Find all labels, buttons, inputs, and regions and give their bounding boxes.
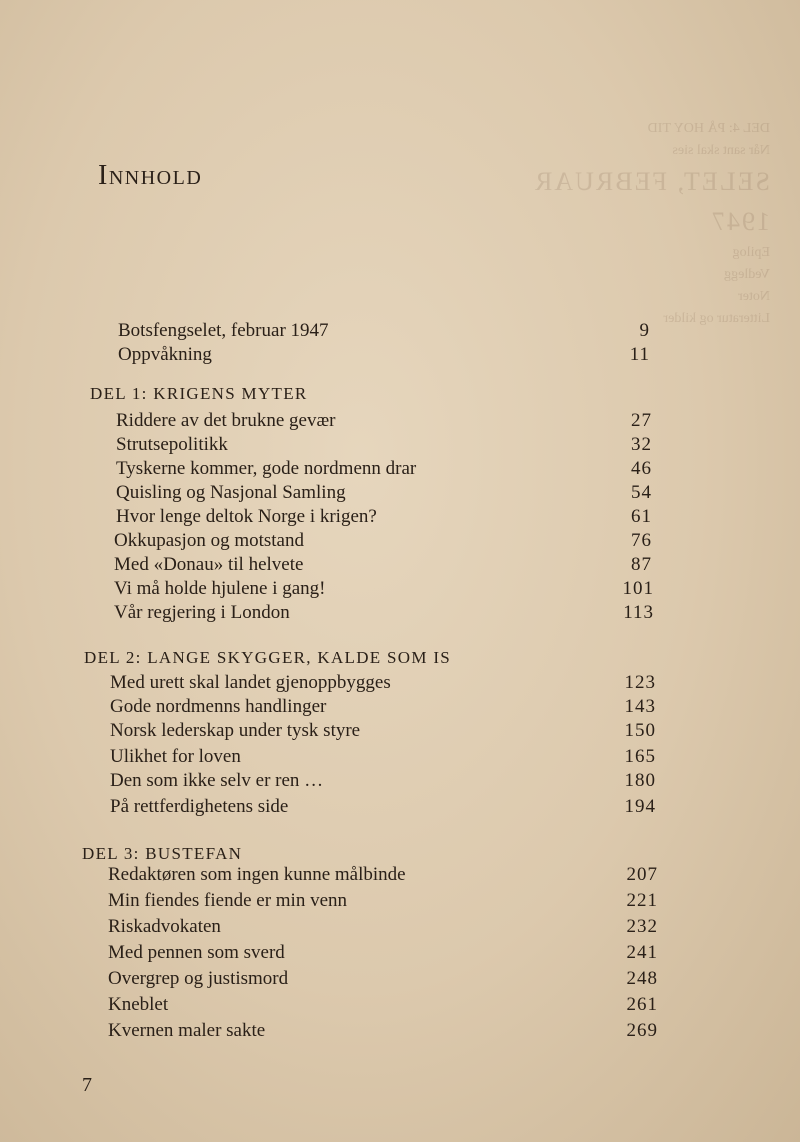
- page-title: Innhold: [98, 160, 203, 191]
- toc-entry: [116, 482, 652, 504]
- toc-entry-page: 261: [626, 994, 658, 1015]
- toc-entry-page: 123: [624, 672, 656, 693]
- toc-entry-label: Ulikhet for loven: [110, 746, 241, 767]
- toc-entry-page: 221: [626, 890, 658, 911]
- page-number: 7: [82, 1074, 92, 1096]
- toc-entry-label: Vi må holde hjulene i gang!: [114, 578, 326, 599]
- toc-entry-label: Overgrep og justismord: [108, 968, 289, 989]
- toc-entry-page: 207: [626, 864, 658, 885]
- toc-entry-label: Tyskerne kommer, gode nordmenn drar: [116, 458, 417, 479]
- toc-entry: [108, 994, 658, 1016]
- toc-entry-page: 76: [631, 530, 652, 551]
- toc-entry-label: Gode nordmenns handlinger: [110, 696, 327, 717]
- toc-entry: [108, 942, 658, 964]
- toc-entry-page: 194: [624, 796, 656, 817]
- toc-entry-label: Redaktøren som ingen kunne målbinde: [108, 864, 406, 885]
- toc-entry: [110, 770, 656, 792]
- toc-entry: [110, 696, 656, 718]
- toc-entry-label: Okkupasjon og motstand: [114, 530, 304, 551]
- toc-entry: [118, 344, 650, 366]
- toc-entry-page: 165: [624, 746, 656, 767]
- toc-entry: [108, 890, 658, 912]
- toc-entry: [116, 410, 652, 432]
- toc-entry: [114, 554, 652, 576]
- toc-entry-page: 101: [622, 578, 654, 599]
- toc-entry: [110, 720, 656, 742]
- toc-entry-page: 248: [626, 968, 658, 989]
- ghost-line: Når sant skal sies: [672, 143, 770, 158]
- ghost-line: Noter: [738, 289, 770, 304]
- toc-entry: [114, 602, 654, 624]
- toc-entry-label: Kvernen maler sakte: [108, 1020, 266, 1041]
- toc-entry-page: 54: [631, 482, 652, 503]
- ghost-line: DEL 4: PÅ HOY TID: [647, 121, 770, 136]
- toc-entry-label: Kneblet: [108, 994, 169, 1015]
- toc-entry-page: 87: [631, 554, 652, 575]
- toc-entry-label: Min fiendes fiende er min venn: [108, 890, 348, 911]
- toc-entry-label: Hvor lenge deltok Norge i krigen?: [116, 506, 377, 527]
- toc-entry: [116, 458, 652, 480]
- toc-entry: [116, 434, 652, 456]
- toc-entry: [114, 530, 652, 552]
- toc-entry-label: På rettferdighetens side: [110, 796, 289, 817]
- toc-entry-label: Med pennen som sverd: [108, 942, 285, 963]
- toc-entry-label: Riskadvokaten: [108, 916, 221, 937]
- part-heading: DEL 1: KRIGENS MYTER: [90, 384, 308, 403]
- toc-entry-label: Vår regjering i London: [114, 602, 290, 623]
- ghost-line: Epilog: [732, 245, 770, 260]
- part-heading: DEL 3: BUSTEFAN: [82, 844, 243, 863]
- toc-entry-label: Norsk lederskap under tysk styre: [110, 720, 361, 741]
- toc-entry: [118, 320, 650, 342]
- ghost-line: Vedlegg: [724, 267, 770, 282]
- toc-entry-page: 11: [629, 344, 650, 365]
- toc-entry: [108, 916, 658, 938]
- toc-entry-page: 46: [631, 458, 652, 479]
- toc-entry-label: Strutsepolitikk: [116, 434, 228, 455]
- toc-entry: [108, 864, 658, 886]
- ghost-line: SELET, FEBRUAR 1947: [533, 167, 770, 236]
- toc-entry: [108, 968, 658, 990]
- toc-entry: [110, 796, 656, 818]
- toc-entry-page: 269: [626, 1020, 658, 1041]
- toc-entry: [110, 672, 656, 694]
- bleed-through-text: [470, 118, 770, 326]
- toc-entry-label: Riddere av det brukne gevær: [116, 410, 336, 431]
- toc-entry-page: 232: [626, 916, 658, 937]
- toc-entry-label: Quisling og Nasjonal Samling: [116, 482, 346, 503]
- toc-entry-page: 180: [624, 770, 656, 791]
- toc-entry-page: 9: [639, 320, 650, 341]
- toc-entry-page: 32: [631, 434, 652, 455]
- toc-entry: [110, 746, 656, 768]
- toc-entry-page: 113: [623, 602, 654, 623]
- toc-entry: [116, 506, 652, 528]
- toc-entry-label: Med «Donau» til helvete: [114, 554, 304, 575]
- ghost-line: Litteratur og kilder: [663, 311, 770, 326]
- toc-entry-page: 241: [626, 942, 658, 963]
- toc-entry-page: 150: [624, 720, 656, 741]
- toc-entry-page: 143: [624, 696, 656, 717]
- toc-entry-page: 27: [631, 410, 652, 431]
- toc-entry: [114, 578, 654, 600]
- toc-entry: [108, 1020, 658, 1042]
- part-heading: DEL 2: LANGE SKYGGER, KALDE SOM IS: [84, 648, 452, 667]
- toc-entry-label: Botsfengselet, februar 1947: [118, 320, 329, 341]
- toc-entry-page: 61: [631, 506, 652, 527]
- toc-entry-label: Den som ikke selv er ren …: [110, 770, 324, 791]
- toc-entry-label: Oppvåkning: [118, 344, 212, 365]
- toc-entry-label: Med urett skal landet gjenoppbygges: [110, 672, 391, 693]
